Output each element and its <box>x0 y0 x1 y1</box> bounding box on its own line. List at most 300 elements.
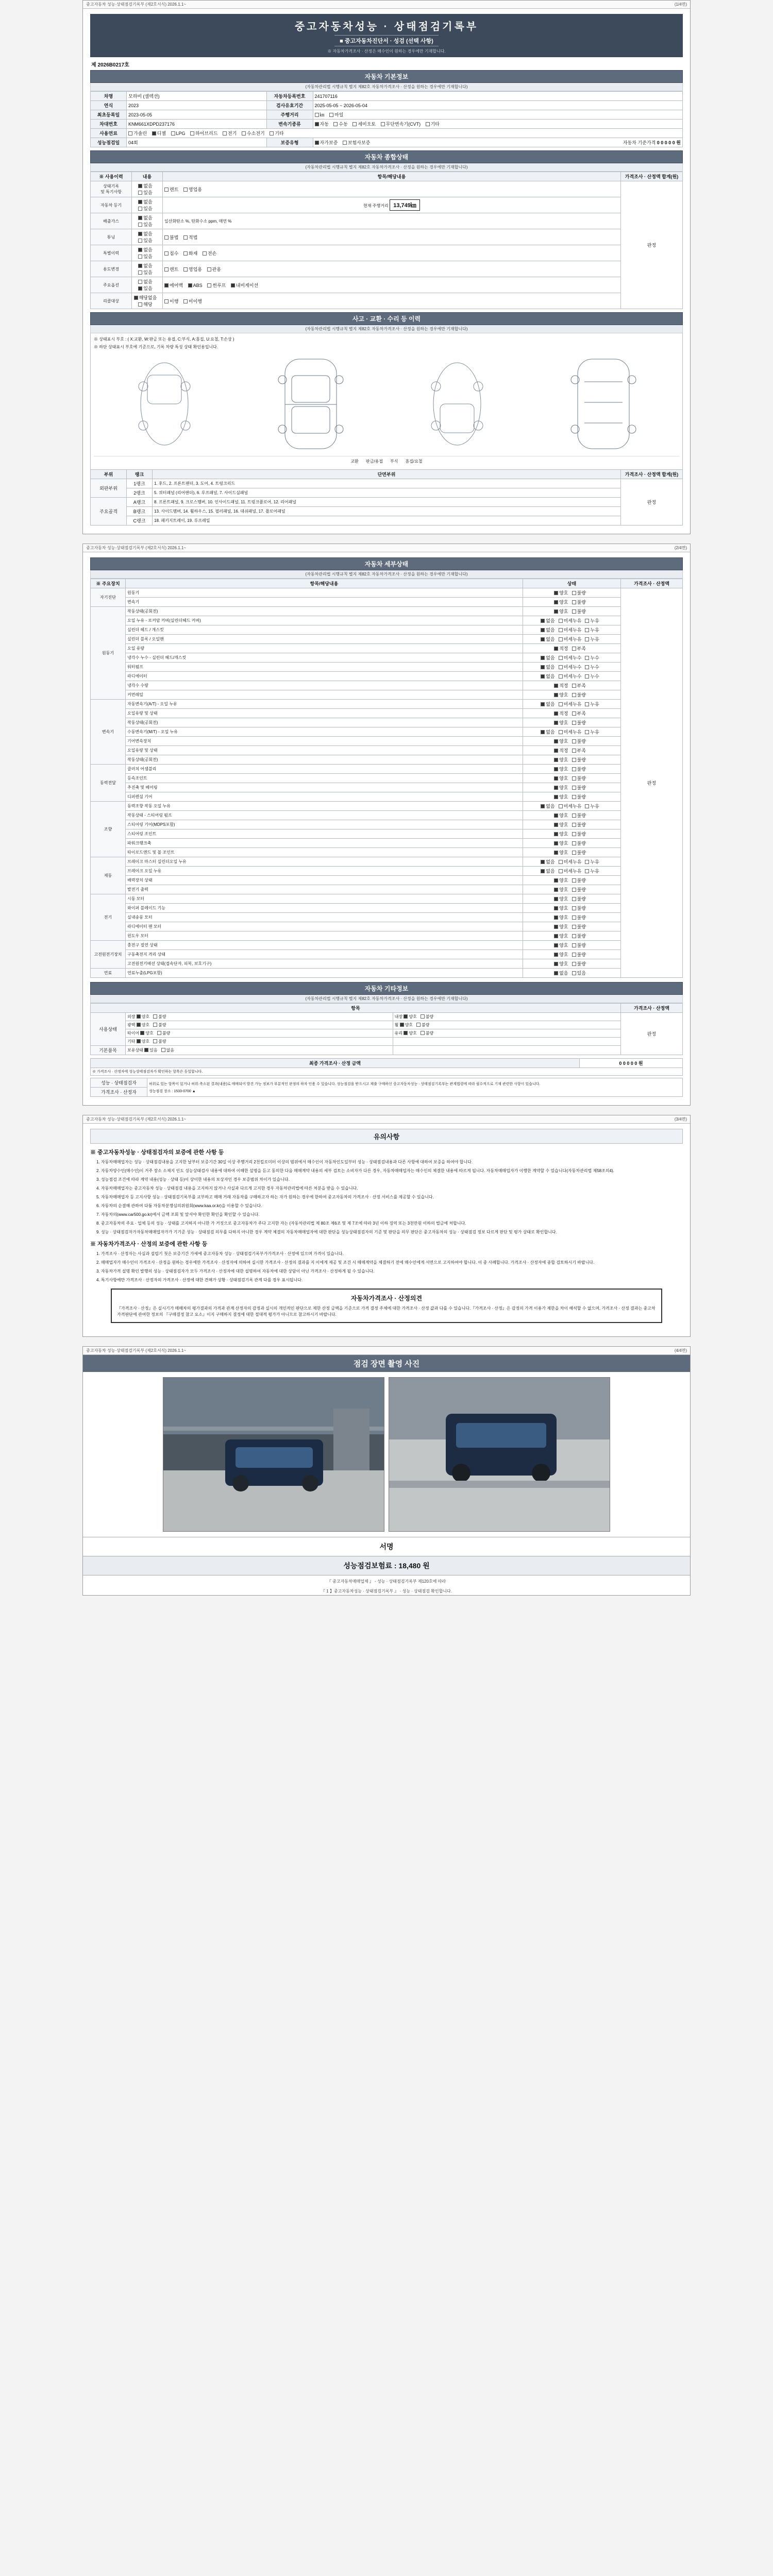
detail-opts-6-4 <box>523 931 621 941</box>
other-opt2-0-0[interactable]: 양호 <box>404 1014 416 1020</box>
overall-5-det-2[interactable]: 관용 <box>207 266 221 273</box>
overall-table <box>90 172 683 309</box>
detail-opt-1-5-0[interactable]: 없음 <box>541 654 554 661</box>
basic-value-0: 모하비 (셀렉션) <box>127 92 267 101</box>
other-table-body <box>91 1013 683 1055</box>
detail-opts-1-7 <box>523 672 621 681</box>
basic-label2-3: 변속기종류 <box>266 120 313 129</box>
detail-opt-0-0-1[interactable]: 불량 <box>572 589 586 596</box>
overall-5-no[interactable]: 없음 <box>138 262 152 269</box>
overall-row-0-detail <box>163 181 621 197</box>
detail-group-2: 변속기 <box>91 700 126 765</box>
detail-opts-7-0 <box>523 941 621 950</box>
detail-opts-2-1 <box>523 709 621 718</box>
other-opt2-1-0[interactable]: 양호 <box>400 1022 413 1028</box>
detail-opts-6-1 <box>523 904 621 913</box>
other-opt-2-0[interactable]: 양호 <box>140 1030 153 1036</box>
parts-row-0-label: 외판부위 <box>91 479 127 498</box>
table-row <box>91 690 683 700</box>
overall-1-yes[interactable]: 있음 <box>138 205 152 212</box>
detail-opts-6-0 <box>523 894 621 904</box>
detail-item-4-0: 동력조향 작동 오일 누유 <box>126 802 523 811</box>
mileage-unit-mile[interactable]: 마일 <box>329 111 343 118</box>
mileage-note: 현재 주행거리 <box>363 204 389 208</box>
overall-6-det-0[interactable]: 에어백 <box>164 282 183 289</box>
detail-opt-3-3-1[interactable]: 불량 <box>572 793 586 800</box>
detail-opt-2-5-1[interactable]: 부족 <box>572 747 586 754</box>
detail-group-4: 조향 <box>91 802 126 857</box>
detail-opt-2-6-1[interactable]: 불량 <box>572 756 586 763</box>
detail-col-0: ※ 주요장치 <box>91 579 126 588</box>
accident-note-1: ※ 하단 상태표시 부호에 기준으로, 기록 차량 특성 상태 확인용입니다. <box>94 345 219 349</box>
detail-opt-5-0-0[interactable]: 없음 <box>541 858 554 865</box>
detail-opt-7-0-1[interactable]: 불량 <box>572 942 586 948</box>
detail-opt-1-7-0[interactable]: 없음 <box>541 673 554 680</box>
detail-opt-7-1-1[interactable]: 불량 <box>572 951 586 958</box>
table-row <box>91 213 683 229</box>
detail-opts-1-0 <box>523 607 621 616</box>
detail-opt-1-6-0[interactable]: 없음 <box>541 664 554 670</box>
overall-row-3-opts <box>132 229 163 245</box>
overall-row-0-opts <box>132 181 163 197</box>
overall-1-no[interactable]: 없음 <box>138 198 152 205</box>
detail-opt-6-3-0[interactable]: 양호 <box>554 923 568 930</box>
parts-row-1-items: 5. 쿼터패널 (리어팬더), 6. 루프패널, 7. 사이드실패널 <box>153 488 621 498</box>
overall-row-6-opts <box>132 277 163 293</box>
overall-row-2-name: 배출가스 <box>91 213 132 229</box>
detail-opt-6-3-1[interactable]: 불량 <box>572 923 586 930</box>
overall-0-det-0[interactable]: 렌트 <box>164 186 178 193</box>
parts-row-3-items: 13. 사이드멤버, 14. 휠하우스, 15. 필러패널, 16. 대쉬패널, 17. 플로어패널 <box>153 507 621 516</box>
overall-6-yes[interactable]: 있음 <box>138 285 152 292</box>
other-opt2-1-1[interactable]: 불량 <box>416 1022 429 1028</box>
detail-opt-5-2-0[interactable]: 양호 <box>554 877 568 884</box>
overall-4-det-0[interactable]: 침수 <box>164 250 178 257</box>
other-item-2: 타이어 양호 불량 <box>126 1029 393 1038</box>
table-row <box>91 181 683 197</box>
overall-0-no[interactable]: 없음 <box>138 182 152 189</box>
detail-opt-1-2-2[interactable]: 누유 <box>585 626 599 633</box>
detail-opt-4-4-0[interactable]: 양호 <box>554 840 568 846</box>
detail-opt-8-0-1[interactable]: 있음 <box>572 970 586 976</box>
detail-opts-2-6 <box>523 755 621 765</box>
other-opt-4-1[interactable]: 없음 <box>161 1047 174 1053</box>
table-row <box>91 894 683 904</box>
detail-opt-4-1-0[interactable]: 양호 <box>554 812 568 819</box>
notice-item-1-8: 9. 성능 · 상태점검자가자동차매매업자가가 기기준 성능 · 상태점검 의무를 다하지 아니한 경우 계약 체결의 자동차매매업자에 대한 판단을 성능상태점검자의 기준 및 판단을 의무 판단은 중고자동차의 성능 · 상태점검 정보 다르게 판단 및 평가 상태로 확인합니다. <box>96 1230 557 1234</box>
detail-opt-4-5-0[interactable]: 양호 <box>554 849 568 856</box>
detail-opt-7-0-0[interactable]: 양호 <box>554 942 568 948</box>
trans-opt-1[interactable]: 수동 <box>333 121 347 127</box>
detail-opts-3-2 <box>523 783 621 792</box>
overall-4-yes[interactable]: 있음 <box>138 253 152 260</box>
table-row <box>91 516 683 526</box>
overall-2-no[interactable]: 없음 <box>138 214 152 221</box>
warranty-opt-1[interactable]: 보험사보증 <box>343 139 370 146</box>
detail-opt-2-0-1[interactable]: 미세누유 <box>559 701 582 707</box>
other-col-2: 가격조사 · 산정액 <box>621 1004 683 1013</box>
detail-opts-8-0 <box>523 969 621 978</box>
detail-opt-1-4-1[interactable]: 부족 <box>572 645 586 652</box>
table-row <box>91 277 683 293</box>
detail-opts-2-4 <box>523 737 621 746</box>
detail-opt-1-1-0[interactable]: 없음 <box>541 617 554 624</box>
page-1-microbar <box>83 1 690 9</box>
detail-band-sub: (자동차관리법 시행규칙 별지 제82호 자동차가격조사 · 산정을 원하는 경우에만 기재합니다) <box>90 570 683 579</box>
detail-opt-1-2-1[interactable]: 미세누유 <box>559 626 582 633</box>
other-opt-4-0[interactable]: 있음 <box>144 1047 157 1053</box>
footer-note-2: 『 1 】중고자동차성능 · 상태점검기록부 』 · 성능 · 상태점검 확인합니다. <box>321 1589 452 1594</box>
detail-item-1-4: 오일 유량 <box>126 644 523 653</box>
detail-opt-1-4-0[interactable]: 적정 <box>554 645 568 652</box>
detail-opt-6-2-1[interactable]: 불량 <box>572 914 586 921</box>
overall-0-det-1[interactable]: 영업용 <box>183 186 202 193</box>
detail-opt-1-2-0[interactable]: 없음 <box>541 626 554 633</box>
table-row <box>91 138 683 147</box>
overall-6-det-1[interactable]: ABS <box>188 283 203 288</box>
trans-opt-3[interactable]: 무단변속기(CVT) <box>381 121 421 127</box>
other-opt-3-0[interactable]: 양호 <box>137 1039 149 1044</box>
final-price-table <box>90 1058 683 1076</box>
detail-item-1-7: 라디에이터 <box>126 672 523 681</box>
legend-item-1: 판금/용접 <box>365 459 383 464</box>
detail-opt-0-1-1[interactable]: 불량 <box>572 599 586 605</box>
detail-opts-7-1 <box>523 950 621 959</box>
detail-opt-5-1-1[interactable]: 미세누유 <box>559 868 582 874</box>
detail-opt-4-2-1[interactable]: 불량 <box>572 821 586 828</box>
detail-opt-3-0-0[interactable]: 양호 <box>554 766 568 772</box>
overall-5-det-1[interactable]: 영업용 <box>183 266 202 273</box>
detail-opt-2-0-0[interactable]: 없음 <box>541 701 554 707</box>
overall-row-1-opts <box>132 197 163 213</box>
fuel-opt-0[interactable]: 가솔린 <box>128 130 147 137</box>
overall-7-det-1[interactable]: 미이행 <box>183 298 202 304</box>
detail-opt-5-3-0[interactable]: 양호 <box>554 886 568 893</box>
detail-opt-6-1-1[interactable]: 불량 <box>572 905 586 911</box>
detail-opt-2-0-2[interactable]: 누유 <box>585 701 599 707</box>
basic-info-band-sub: (자동차관리법 시행규칙 별지 제82호 자동차가격조사 · 산정을 원하는 경우에만 기재합니다) <box>90 83 683 91</box>
detail-item-8-0: 연료누출(LPG포함) <box>126 969 523 978</box>
overall-5-yes[interactable]: 있음 <box>138 269 152 276</box>
overall-0-yes[interactable]: 있음 <box>138 189 152 196</box>
overall-judge: 판정 <box>621 181 683 309</box>
detail-opt-2-1-1[interactable]: 부족 <box>572 710 586 717</box>
table-row <box>91 653 683 663</box>
overall-7-yes[interactable]: 해당 <box>138 301 152 308</box>
other-opt-3-1[interactable]: 불량 <box>153 1039 166 1044</box>
other-item-4: 보유상태 있음 없음 <box>126 1046 393 1055</box>
detail-opt-1-7-2[interactable]: 누수 <box>585 673 599 680</box>
detail-item-2-2: 작동상태(공회전) <box>126 718 523 727</box>
final-price-label: 최종 가격조사 · 산정 금액 <box>91 1059 580 1068</box>
detail-opt-1-5-1[interactable]: 미세누수 <box>559 654 582 661</box>
detail-opt-2-4-1[interactable]: 불량 <box>572 738 586 744</box>
trans-opt-0[interactable]: 자동 <box>315 121 329 127</box>
detail-opts-1-1 <box>523 616 621 625</box>
trans-opt-4[interactable]: 기타 <box>426 121 440 127</box>
other-item2-4 <box>393 1046 620 1055</box>
detail-opt-1-3-0[interactable]: 없음 <box>541 636 554 642</box>
detail-opt-1-1-2[interactable]: 누유 <box>585 617 599 624</box>
inspection-photo-1[interactable] <box>163 1377 384 1532</box>
table-row <box>91 718 683 727</box>
detail-opt-4-5-1[interactable]: 불량 <box>572 849 586 856</box>
detail-opt-5-1-2[interactable]: 누유 <box>585 868 599 874</box>
detail-opt-4-4-1[interactable]: 불량 <box>572 840 586 846</box>
parts-col-sum: 가격조사 · 산정액 합계(원) <box>621 470 683 479</box>
detail-opt-5-0-2[interactable]: 누유 <box>585 858 599 865</box>
notice-list-2 <box>90 1251 683 1283</box>
detail-opt-7-2-0[interactable]: 양호 <box>554 960 568 967</box>
detail-opt-7-1-0[interactable]: 양호 <box>554 951 568 958</box>
detail-opt-5-2-1[interactable]: 불량 <box>572 877 586 884</box>
table-row <box>91 681 683 690</box>
other-opt-0-0[interactable]: 양호 <box>137 1014 149 1020</box>
overall-col-2: 항목/해당내용 <box>163 172 621 181</box>
detail-opt-2-3-0[interactable]: 없음 <box>541 728 554 735</box>
detail-opt-1-8-1[interactable]: 부족 <box>572 682 586 689</box>
detail-opt-1-6-2[interactable]: 누수 <box>585 664 599 670</box>
detail-group-0: 자기진단 <box>91 588 126 607</box>
detail-opt-6-4-0[interactable]: 양호 <box>554 933 568 939</box>
table-row <box>91 635 683 644</box>
other-opt2-0-1[interactable]: 불량 <box>421 1014 433 1020</box>
detail-opt-2-2-0[interactable]: 양호 <box>554 719 568 726</box>
notice-item-2-3: 4. 특기사항에만 가격조사 · 산정자의 가격조사 · 산정에 대한 견해가 상황 · 상태점검기록 관계 다를 경우 표시됩니다. <box>96 1278 303 1282</box>
table-row <box>91 746 683 755</box>
detail-opt-6-2-0[interactable]: 양호 <box>554 914 568 921</box>
detail-opts-5-2 <box>523 876 621 885</box>
overall-row-4-opts <box>132 245 163 261</box>
microbar-right-text-4: (4/4면) <box>674 1348 687 1353</box>
detail-opt-3-0-1[interactable]: 불량 <box>572 766 586 772</box>
overall-6-no[interactable]: 없음 <box>138 278 152 285</box>
detail-opt-1-9-1[interactable]: 불량 <box>572 691 586 698</box>
detail-opt-2-3-1[interactable]: 미세누유 <box>559 728 582 735</box>
parts-row-2-grade: A랭크 <box>127 498 153 507</box>
detail-opt-1-3-2[interactable]: 누유 <box>585 636 599 642</box>
parts-col-label: 부위 <box>91 470 127 479</box>
inspection-insurance-fee: 성능점검보험료 : 18,480 원 <box>83 1556 690 1575</box>
other-item2-3 <box>393 1038 620 1046</box>
overall-3-no[interactable]: 없음 <box>138 230 152 237</box>
detail-opts-4-4 <box>523 839 621 848</box>
notice-item-1-2: 3. 성능점검 조건에 따라 계약 내용(성능 · 상태 등)이 상이한 내용의 보상자인 경우 보증범위 차이가 있습니다. <box>96 1177 290 1182</box>
overall-4-det-2[interactable]: 전손 <box>203 250 216 257</box>
overall-5-det-0[interactable]: 렌트 <box>164 266 178 273</box>
overall-4-no[interactable]: 없음 <box>138 246 152 253</box>
detail-opt-1-1-1[interactable]: 미세누유 <box>559 617 582 624</box>
detail-opt-1-0-0[interactable]: 양호 <box>554 608 568 615</box>
detail-opt-1-7-1[interactable]: 미세누수 <box>559 673 582 680</box>
overall-7-no[interactable]: 해당없음 <box>134 294 157 301</box>
detail-opt-4-3-0[interactable]: 양호 <box>554 831 568 837</box>
detail-item-7-0: 충전구 절연 상태 <box>126 941 523 950</box>
table-row <box>91 229 683 245</box>
detail-opt-5-0-1[interactable]: 미세누유 <box>559 858 582 865</box>
table-row <box>91 92 683 101</box>
detail-opt-3-1-0[interactable]: 양호 <box>554 775 568 782</box>
overall-2-yes[interactable]: 있음 <box>138 221 152 228</box>
valuation-opinion-box <box>111 1289 662 1323</box>
table-row <box>91 885 683 894</box>
overall-row-1-name: 자동차 등기 <box>91 197 132 213</box>
fuel-options <box>127 129 683 138</box>
warranty-opt-0[interactable]: 자가보증 <box>315 139 338 146</box>
detail-opt-1-0-1[interactable]: 불량 <box>572 608 586 615</box>
detail-opt-3-1-1[interactable]: 불량 <box>572 775 586 782</box>
notice-item-1-6: 7. 자동차의(www.car500.go.kr)에서 금액 조회 및 앞서야 확인한 확인을 확인할 수 있습니다. <box>96 1212 260 1217</box>
fuel-opt-3[interactable]: 하이브리드 <box>190 130 217 137</box>
overall-4-det-1[interactable]: 화재 <box>183 250 197 257</box>
detail-opt-4-0-2[interactable]: 누유 <box>585 803 599 809</box>
basic-info-table <box>90 91 683 147</box>
overall-3-det-1[interactable]: 적법 <box>183 234 197 241</box>
other-opt-1-1[interactable]: 불량 <box>153 1022 166 1028</box>
table-row <box>91 774 683 783</box>
basic-label-0: 차명 <box>91 92 127 101</box>
detail-opt-6-0-0[interactable]: 양호 <box>554 895 568 902</box>
detail-opts-5-0 <box>523 857 621 867</box>
fuel-opt-1[interactable]: 디젤 <box>152 130 166 137</box>
table-row <box>91 839 683 848</box>
detail-opts-4-2 <box>523 820 621 829</box>
other-item2-1: 휠 양호 불량 <box>393 1021 620 1029</box>
detail-opt-6-0-1[interactable]: 불량 <box>572 895 586 902</box>
legend-item-3: 흠집/요철 <box>405 459 423 464</box>
detail-opts-5-3 <box>523 885 621 894</box>
trans-opt-2[interactable]: 세미오토 <box>352 121 376 127</box>
table-row <box>91 197 683 213</box>
detail-opts-7-2 <box>523 959 621 969</box>
other-band: 자동차 기타정보 <box>90 982 683 995</box>
detail-opt-1-9-0[interactable]: 양호 <box>554 691 568 698</box>
page-2-microbar <box>83 544 690 552</box>
detail-opt-4-2-0[interactable]: 양호 <box>554 821 568 828</box>
detail-opt-3-2-0[interactable]: 양호 <box>554 784 568 791</box>
detail-opts-1-9 <box>523 690 621 700</box>
detail-item-2-5: 오일유량 및 상태 <box>126 746 523 755</box>
notice-section <box>83 1124 690 1336</box>
notice-item-1-0: 1. 자동차매매업자는 성능 · 상태점검내용을 고지한 날부터 보증기간 30일 이상 주행거리 2천킬로미터 이상의 범위에서 매수인이 자동차인도일부터 성능 · 상태점검내용과 다른 사항에 대하여 보증을 하여야 합니다. <box>96 1160 473 1164</box>
detail-opt-4-0-0[interactable]: 없음 <box>541 803 554 809</box>
other-opt-0-1[interactable]: 불량 <box>153 1014 166 1020</box>
other-opt2-2-1[interactable]: 불량 <box>421 1030 433 1036</box>
fuel-opt-4[interactable]: 전기 <box>223 130 237 137</box>
final-price-value: 0 0 0 0 0 원 <box>580 1059 683 1068</box>
detail-item-6-4: 윈도우 모터 <box>126 931 523 941</box>
detail-opts-4-5 <box>523 848 621 857</box>
overall-row-7-name: 리콜대상 <box>91 293 132 309</box>
detail-item-1-9: 커먼레일 <box>126 690 523 700</box>
detail-opt-1-3-1[interactable]: 미세누유 <box>559 636 582 642</box>
detail-opt-5-3-1[interactable]: 불량 <box>572 886 586 893</box>
detail-opt-1-6-1[interactable]: 미세누수 <box>559 664 582 670</box>
detail-table <box>90 579 683 978</box>
table-header-row <box>91 470 683 479</box>
detail-opt-4-1-1[interactable]: 불량 <box>572 812 586 819</box>
detail-item-3-2: 추진축 및 베어링 <box>126 783 523 792</box>
table-row <box>91 507 683 516</box>
detail-opt-2-5-0[interactable]: 적정 <box>554 747 568 754</box>
other-opt2-2-0[interactable]: 양호 <box>404 1030 416 1036</box>
other-group-basic: 기본품목 <box>91 1046 126 1055</box>
other-opt-2-1[interactable]: 불량 <box>157 1030 170 1036</box>
parts-row-0-grade: 1랭크 <box>127 479 153 488</box>
overall-band: 자동차 종합상태 <box>90 150 683 163</box>
overall-6-det-3[interactable]: 내비게이션 <box>231 282 258 289</box>
table-row <box>91 293 683 309</box>
detail-opt-4-0-1[interactable]: 미세누유 <box>559 803 582 809</box>
table-row <box>91 811 683 820</box>
detail-item-1-5: 냉각수 누수 - 실린더 헤드/개스킷 <box>126 653 523 663</box>
detail-opt-2-6-0[interactable]: 양호 <box>554 756 568 763</box>
detail-opt-5-1-0[interactable]: 없음 <box>541 868 554 874</box>
detail-item-2-3: 수동변속기(M/T) - 오일 누유 <box>126 727 523 737</box>
overall-row-7-opts <box>132 293 163 309</box>
legend-item-2: 부식 <box>390 459 398 464</box>
detail-opt-6-4-1[interactable]: 불량 <box>572 933 586 939</box>
fuel-opt-2[interactable]: LPG <box>171 131 186 136</box>
detail-opt-1-5-2[interactable]: 누수 <box>585 654 599 661</box>
detail-opt-0-0-0[interactable]: 양호 <box>554 589 568 596</box>
detail-opt-2-2-1[interactable]: 불량 <box>572 719 586 726</box>
overall-3-yes[interactable]: 있음 <box>138 237 152 244</box>
detail-opt-3-3-0[interactable]: 양호 <box>554 793 568 800</box>
detail-table-body <box>91 588 683 978</box>
table-row <box>91 700 683 709</box>
fuel-opt-6[interactable]: 기타 <box>270 130 283 137</box>
table-row <box>91 829 683 839</box>
inspector-disclaimer-text: 허위로 있는 항목이 있거나 허위·축소된 결과(내용)로 매매되어 발견 가능 정보가 부분적인 판정의 하자 인용 수 있습니다. 성능점검을 받으시고 제출 구매하신 중고자동차성능 · 상태점검기록부는 관계법령에 따라 필수적으로 기재 관련한 사항이 있습니다. <box>149 1082 541 1086</box>
overall-row-6-name: 주요옵션 <box>91 277 132 293</box>
detail-opt-6-1-0[interactable]: 양호 <box>554 905 568 911</box>
table-row <box>91 1046 683 1055</box>
detail-opt-1-8-0[interactable]: 적정 <box>554 682 568 689</box>
detail-opt-2-4-0[interactable]: 양호 <box>554 738 568 744</box>
detail-opt-0-1-0[interactable]: 양호 <box>554 599 568 605</box>
detail-opt-4-3-1[interactable]: 불량 <box>572 831 586 837</box>
inspection-photo-2[interactable] <box>389 1377 610 1532</box>
warranty-label: 보증유형 <box>266 138 313 147</box>
overall-7-det-0[interactable]: 이행 <box>164 298 178 304</box>
notice-head-2: ※ 자동차가격조사 · 산정의 보증에 관한 사항 등 <box>90 1241 208 1247</box>
basic-label-3: 차대번호 <box>91 120 127 129</box>
detail-opt-8-0-0[interactable]: 없음 <box>554 970 568 976</box>
overall-3-det-0[interactable]: 불법 <box>164 234 178 241</box>
mileage-unit-km[interactable]: ㎞ <box>315 111 325 118</box>
other-opt-1-0[interactable]: 양호 <box>137 1022 149 1028</box>
detail-opts-6-3 <box>523 922 621 931</box>
fuel-opt-5[interactable]: 수소전기 <box>242 130 265 137</box>
mileage-unit-options <box>313 110 682 120</box>
table-row <box>91 1068 683 1076</box>
detail-opt-2-1-0[interactable]: 적정 <box>554 710 568 717</box>
detail-opt-7-2-1[interactable]: 불량 <box>572 960 586 967</box>
detail-opt-2-3-2[interactable]: 누유 <box>585 728 599 735</box>
overall-col-3: 가격조사 · 산정액 합계(원) <box>621 172 683 181</box>
detail-item-5-2: 배력장치 상태 <box>126 876 523 885</box>
detail-opts-3-1 <box>523 774 621 783</box>
table-row <box>91 727 683 737</box>
microbar-left-text-2: 중고자동차 성능·상태점검기록부 (제2호서식) 2026.1.1~ <box>86 546 187 550</box>
inspector-block <box>90 1078 683 1097</box>
overall-6-det-2[interactable]: 썬루프 <box>207 282 226 289</box>
document-subtitle: ■ 중고자동차진단서 · 성검 (선택 사항) <box>334 35 439 46</box>
detail-opt-3-2-1[interactable]: 불량 <box>572 784 586 791</box>
table-row <box>91 857 683 867</box>
base-price: 자동차 기준가격 0 0 0 0 0 원 <box>623 140 681 145</box>
